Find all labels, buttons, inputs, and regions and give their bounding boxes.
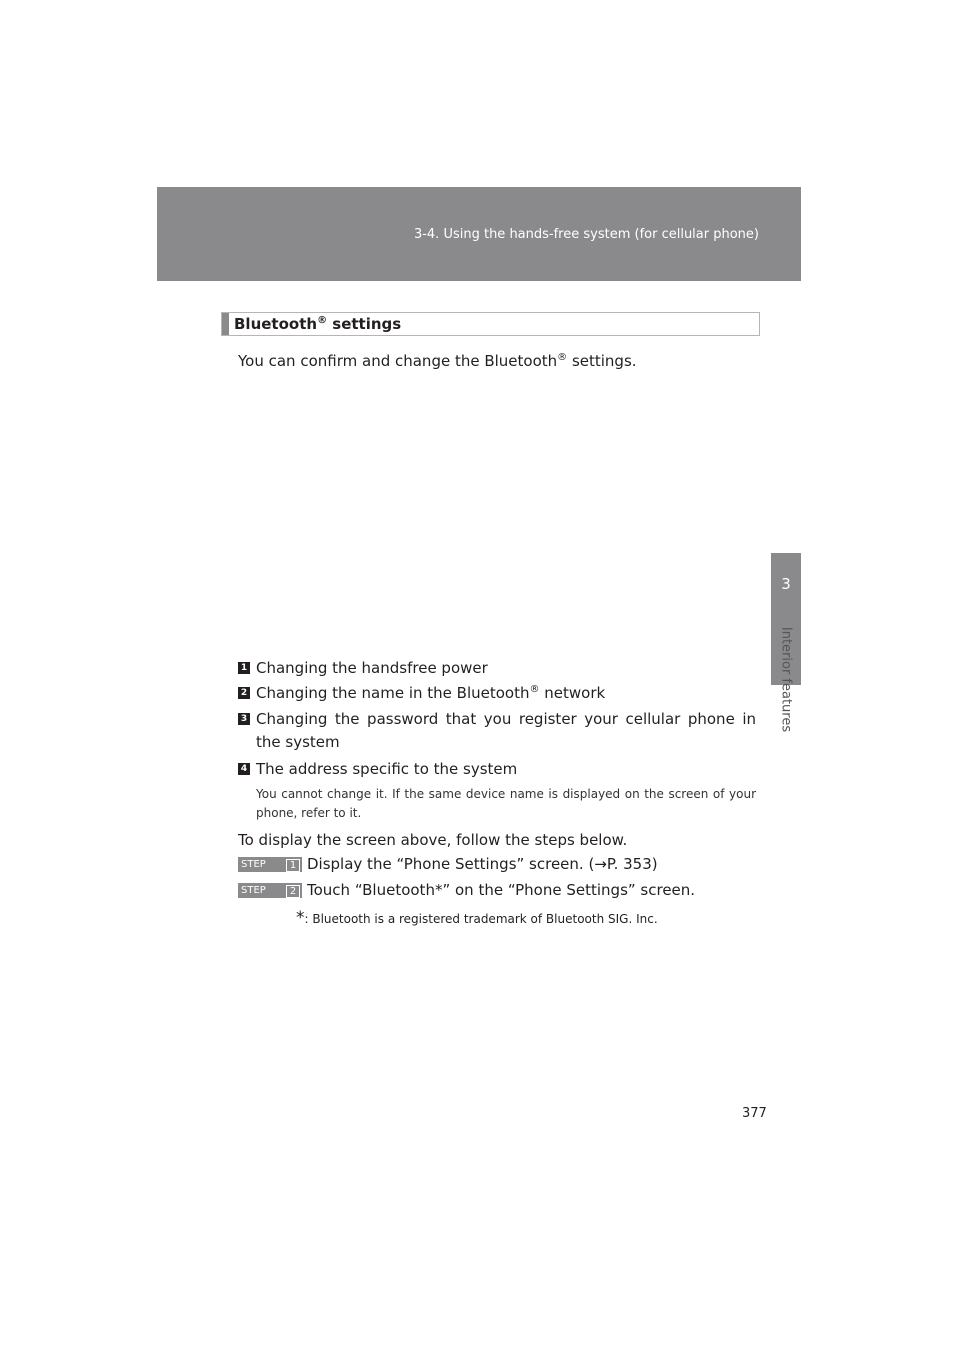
chapter-header (157, 187, 801, 281)
step-badge (238, 883, 302, 898)
section-heading (221, 312, 760, 336)
section-title-suffix: settings (327, 315, 402, 333)
step-number: 1 (286, 859, 300, 872)
intro-text (238, 352, 637, 370)
footnote-mark: * (296, 908, 305, 928)
list-item (238, 758, 756, 781)
section-title-text: Bluetooth (234, 315, 318, 333)
step-text: Touch “Bluetooth*” on the “Phone Settings” screen. (307, 881, 696, 899)
intro-after: settings. (567, 352, 637, 370)
item-text-before: Changing the name in the Bluetooth (256, 684, 530, 702)
item-number-box: 1 (238, 662, 250, 674)
item-text: Changing the password that you register your cellular phone in the system (256, 710, 756, 751)
footnote-text: : Bluetooth is a registered trademark of Bluetooth SIG. Inc. (304, 912, 658, 926)
chapter-title: 3-4. Using the hands-free system (for cellular phone) (413, 227, 759, 242)
item-text: Changing the handsfree power (256, 659, 488, 677)
step-badge (238, 857, 302, 872)
item-number-box: 2 (238, 687, 250, 699)
item-text: The address specific to the system (256, 760, 518, 778)
section-accent (222, 313, 229, 335)
registered-mark: ® (529, 684, 540, 695)
intro-before: You can confirm and change the Bluetooth (238, 352, 558, 370)
registered-mark: ® (317, 315, 328, 326)
footnote (296, 908, 658, 928)
chapter-number: 3 (781, 575, 791, 593)
registered-mark: ® (557, 352, 568, 363)
step-label: STEP (241, 859, 266, 870)
page-number: 377 (742, 1106, 767, 1121)
step-row (238, 855, 658, 873)
step-number: 2 (286, 885, 300, 898)
item-text-after: network (539, 684, 606, 702)
item-note: You cannot change it. If the same device name is displayed on the screen of your phone, refer to it. (256, 787, 756, 820)
list-item (238, 708, 756, 754)
section-title (234, 315, 401, 333)
list-item (238, 657, 756, 680)
step-row (238, 881, 695, 899)
steps-intro: To display the screen above, follow the steps below. (238, 831, 628, 849)
item-text (256, 682, 756, 705)
list-item (238, 682, 756, 705)
item-number-box: 3 (238, 713, 250, 725)
item-number-box: 4 (238, 763, 250, 775)
chapter-tab-label: Interior features (778, 626, 794, 733)
step-label: STEP (241, 885, 266, 896)
step-text: Display the “Phone Settings” screen. (→P. 353) (307, 855, 658, 873)
chapter-tab-label-wrap (769, 626, 803, 740)
